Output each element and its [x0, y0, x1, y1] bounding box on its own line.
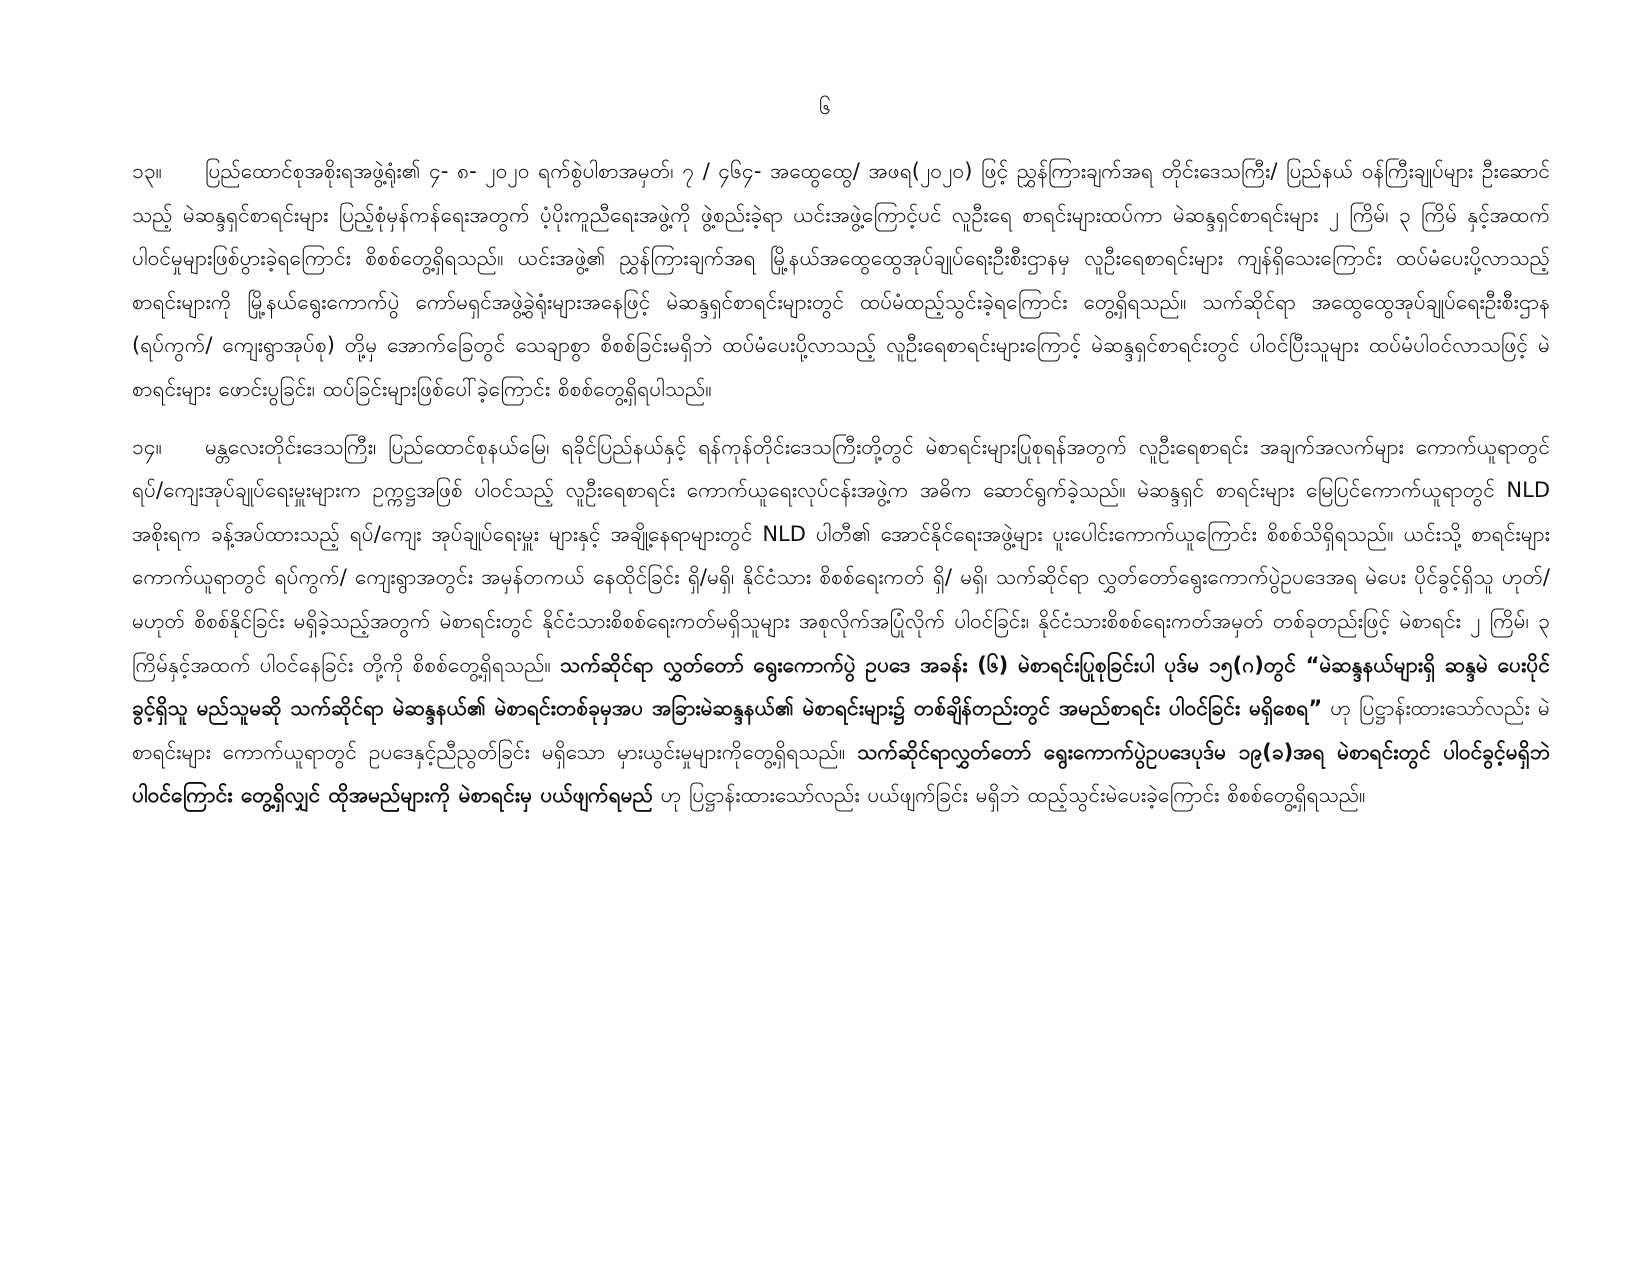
document-body	[132, 150, 1550, 818]
paragraph-text: မန္တလေးတိုင်းဒေသကြီး၊ ပြည်ထောင်စုနယ်မြေ၊ ရခိုင်ပြည်နယ်နှင့် ရန်ကုန်တိုင်းဒေသကြီးတို့တွင် မဲစာရင်းများပြုစုရန်အတွက် လူဦးရေစာရင်း အချက်အလက်များ ကောက်ယူရာတွင် ရပ်/ကျေးအုပ်ချုပ်ရေးမှူးများက ဥက္ကဋ္ဌအဖြစ် ပါဝင်သည့် လူဦးရေစာရင်း ကောက်ယူရေးလုပ်ငန်းအဖွဲ့က အဓိက ဆောင်ရွက်ခဲ့သည်။ မဲဆန္ဒရှင် စာရင်းများ မြေပြင်ကောက်ယူရာတွင် NLD အစိုးရက ခန့်အပ်ထားသည့် ရပ်/ကျေး အုပ်ချုပ်ရေးမှူး များနှင့် အချို့နေရာများတွင် NLD ပါတီ၏ အောင်နိုင်ရေးအဖွဲ့များ ပူးပေါင်းကောက်ယူကြောင်း စိစစ်သိရှိရသည်။ ယင်းသို့ စာရင်းများ ကောက်ယူရာတွင် ရပ်ကွက်/ ကျေးရွာအတွင်း အမှန်တကယ် နေထိုင်ခြင်း ရှိ/မရှိ၊ နိုင်ငံသား စိစစ်ရေးကတ် ရှိ/ မရှိ၊ သက်ဆိုင်ရာ လွှတ်တော်ရွေးကောက်ပွဲဥပဒေအရ မဲပေး ပိုင်ခွင့်ရှိသူ ဟုတ်/ မဟုတ် စိစစ်နိုင်ခြင်း မရှိခဲ့သည့်အတွက် မဲစာရင်းတွင် နိုင်ငံသားစိစစ်ရေးကတ်မရှိသူများ အစုလိုက်အပြုံလိုက် ပါဝင်ခြင်း၊ နိုင်ငံသားစိစစ်ရေးကတ်အမှတ် တစ်ခုတည်းဖြင့် မဲစာရင်း ၂ ကြိမ်၊ ၃ ကြိမ်နှင့်အထက် ပါဝင်နေခြင်း တို့ကို စိစစ်တွေ့ရှိရသည်။	[132, 434, 1550, 677]
paragraph-number: ၁၄။	[132, 434, 162, 459]
paragraph-14	[132, 426, 1550, 818]
paragraph-13	[132, 150, 1550, 412]
page-number: ၆	[819, 95, 831, 119]
paragraph-number: ၁၃။	[132, 159, 162, 183]
paragraph-text-bold: သက်ဆိုင်ရာလွှတ်တော် ရွေးကောက်ပွဲဥပဒေပုဒ်မ ၁၉(ခ)အရ မဲစာရင်းတွင် ပါဝင်ခွင့်မရှိဘဲ ပါဝင်ကြောင်း တွေ့ရှိလျှင် ထိုအမည်များကို မဲစာရင်းမှ ပယ်ဖျက်ရမည်	[132, 739, 1550, 808]
paragraph-text: ဟု ပြဋ္ဌာန်းထားသော်လည်း မဲစာရင်းများ ကောက်ယူရာတွင် ဥပဒေနှင့်ညီညွတ်ခြင်း မရှိသော မှားယွင်းမှုများကိုတွေ့ရှိရသည်။	[132, 696, 1550, 764]
paragraph-text: ပြည်ထောင်စုအစိုးရအဖွဲ့ရုံး၏ ၄- ၈- ၂၀၂၀ ရက်စွဲပါစာအမှတ်၊ ၇ / ၄၆၄- အထွေထွေ/ အဖရ(၂၀၂၀) ဖြင့် ညွှန်ကြားချက်အရ တိုင်းဒေသကြီး/ ပြည်နယ် ဝန်ကြီးချုပ်များ ဦးဆောင်သည့် မဲဆန္ဒရှင်စာရင်းများ ပြည့်စုံမှန်ကန်ရေးအတွက် ပံ့ပိုးကူညီရေးအဖွဲ့ကို ဖွဲ့စည်းခဲ့ရာ ယင်းအဖွဲ့ကြောင့်ပင် လူဦးရေ စာရင်းများထပ်ကာ မဲဆန္ဒရှင်စာရင်းများ ၂ ကြိမ်၊ ၃ ကြိမ် နှင့်အထက် ပါဝင်မှုများဖြစ်ပွားခဲ့ရကြောင်း စိစစ်တွေ့ရှိရသည်။ ယင်းအဖွဲ့၏ ညွှန်ကြားချက်အရ မြို့နယ်အထွေထွေအုပ်ချုပ်ရေးဦးစီးဌာနမှ လူဦးရေစာရင်းများ ကျန်ရှိသေးကြောင်း ထပ်မံပေးပို့လာသည့် စာရင်းများကို မြို့နယ်ရွေးကောက်ပွဲ ကော်မရှင်အဖွဲ့ခွဲရုံးများအနေဖြင့် မဲဆန္ဒရှင်စာရင်းများတွင် ထပ်မံထည့်သွင်းခဲ့ရကြောင်း တွေ့ရှိရသည်။ သက်ဆိုင်ရာ အထွေထွေအုပ်ချုပ်ရေးဦးစီးဌာန (ရပ်ကွက်/ ကျေးရွာအုပ်စု) တို့မှ အောက်ခြေတွင် သေချာစွာ စိစစ်ခြင်းမရှိဘဲ ထပ်မံပေးပို့လာသည့် လူဦးရေစာရင်းများကြောင့် မဲဆန္ဒရှင်စာရင်းတွင် ပါဝင်ပြီးသူများ ထပ်မံပါဝင်လာသဖြင့် မဲစာရင်းများ ဖောင်းပွခြင်း၊ ထပ်ခြင်းများဖြစ်ပေါ်ခဲ့ကြောင်း စိစစ်တွေ့ရှိရပါသည်။	[132, 159, 1550, 401]
paragraph-text: ဟု ပြဋ္ဌာန်းထားသော်လည်း ပယ်ဖျက်ခြင်း မရှိဘဲ ထည့်သွင်းမဲပေးခဲ့ကြောင်း စိစစ်တွေ့ရှိရသည်။	[652, 783, 1366, 808]
paragraph-text-bold: သက်ဆိုင်ရာ လွှတ်တော် ရွေးကောက်ပွဲ ဥပဒေ အခန်း (၆) မဲစာရင်းပြုစုခြင်းပါ ပုဒ်မ ၁၅(ဂ)တွင် “မဲဆန္ဒနယ်များရှိ ဆန္ဒမဲ ပေးပိုင်ခွင့်ရှိသူ မည်သူမဆို သက်ဆိုင်ရာ မဲဆန္ဒနယ်၏ မဲစာရင်းတစ်ခုမှအပ အခြားမဲဆန္ဒနယ်၏ မဲစာရင်းများ၌ တစ်ချိန်တည်းတွင် အမည်စာရင်း ပါဝင်ခြင်း မရှိစေရ”	[132, 652, 1550, 721]
